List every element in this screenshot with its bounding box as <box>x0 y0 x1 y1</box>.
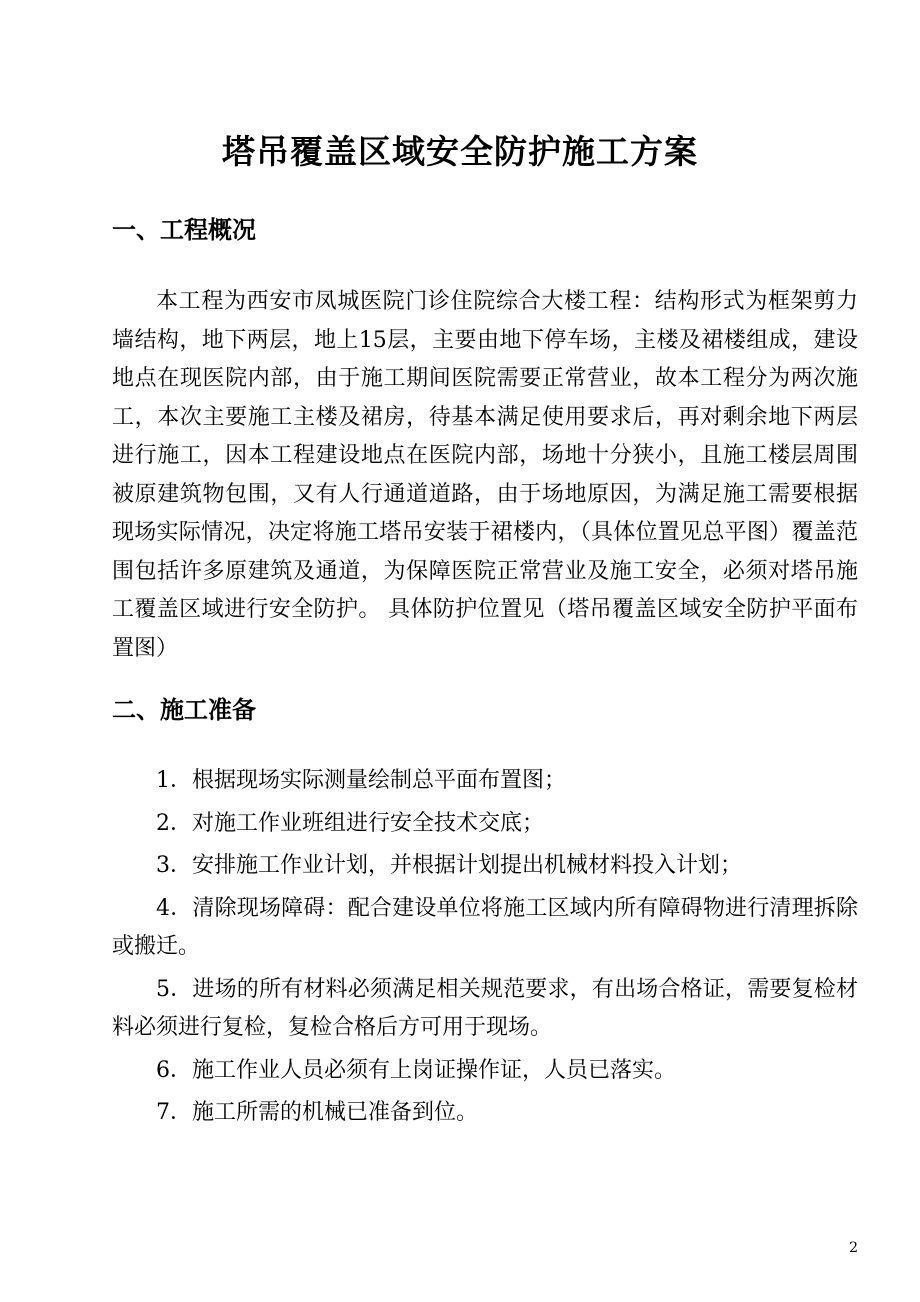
project-overview-paragraph: 本工程为西安市凤城医院门诊住院综合大楼工程：结构形式为框架剪力墙结构，地下两层，地上15层，主要由地下停车场，主楼及裙楼组成，建设地点在现医院内部，由于施工期间医院需要正常营业，故本工程分为两次施工，本次主要施工主楼及裙房，待基本满足使用要求后，再对剩余地下两层进行施工，因本工程建设地点在医院内部，场地十分狭小，且施工楼层周围被原建筑物包围，又有人行通道道路，由于场地原因，为满足施工需要根据现场实际情况，决定将施工塔吊安装于裙楼内，（具体位置见总平图）覆盖范围包括许多原建筑及通道，为保障医院正常营业及施工安全，必须对塔吊施工覆盖区域进行安全防护。 具体防护位置见（塔吊覆盖区域安全防护平面布置图） <box>112 289 858 661</box>
preparation-item: 2．对施工作业班组进行安全技术交底； <box>156 810 544 836</box>
preparation-item: 1．根据现场实际测量绘制总平面布置图； <box>156 768 566 793</box>
section-heading-project-overview: 一、工程概况 <box>112 215 256 244</box>
preparation-item: 5．进场的所有材料必须满足相关规范要求，有出场合格证，需要复检材料必须进行复检，复检合格后方可用于现场。 <box>112 976 858 1040</box>
preparation-item: 6．施工作业人员必须有上岗证操作证，人员已落实。 <box>156 1057 676 1083</box>
preparation-item: 7．施工所需的机械已准备到位。 <box>156 1100 478 1125</box>
preparation-item: 4．清除现场障碍：配合建设单位将施工区域内所有障碍物进行清理拆除或搬迁。 <box>112 895 858 959</box>
page-number: 2 <box>849 1240 858 1256</box>
preparation-list <box>112 762 858 1137</box>
section-heading-construction-preparation: 二、施工准备 <box>112 695 256 724</box>
document-title: 塔吊覆盖区域安全防护施工方案 <box>222 132 698 171</box>
preparation-item: 3．安排施工作业计划，并根据计划提出机械材料投入计划； <box>156 853 742 878</box>
